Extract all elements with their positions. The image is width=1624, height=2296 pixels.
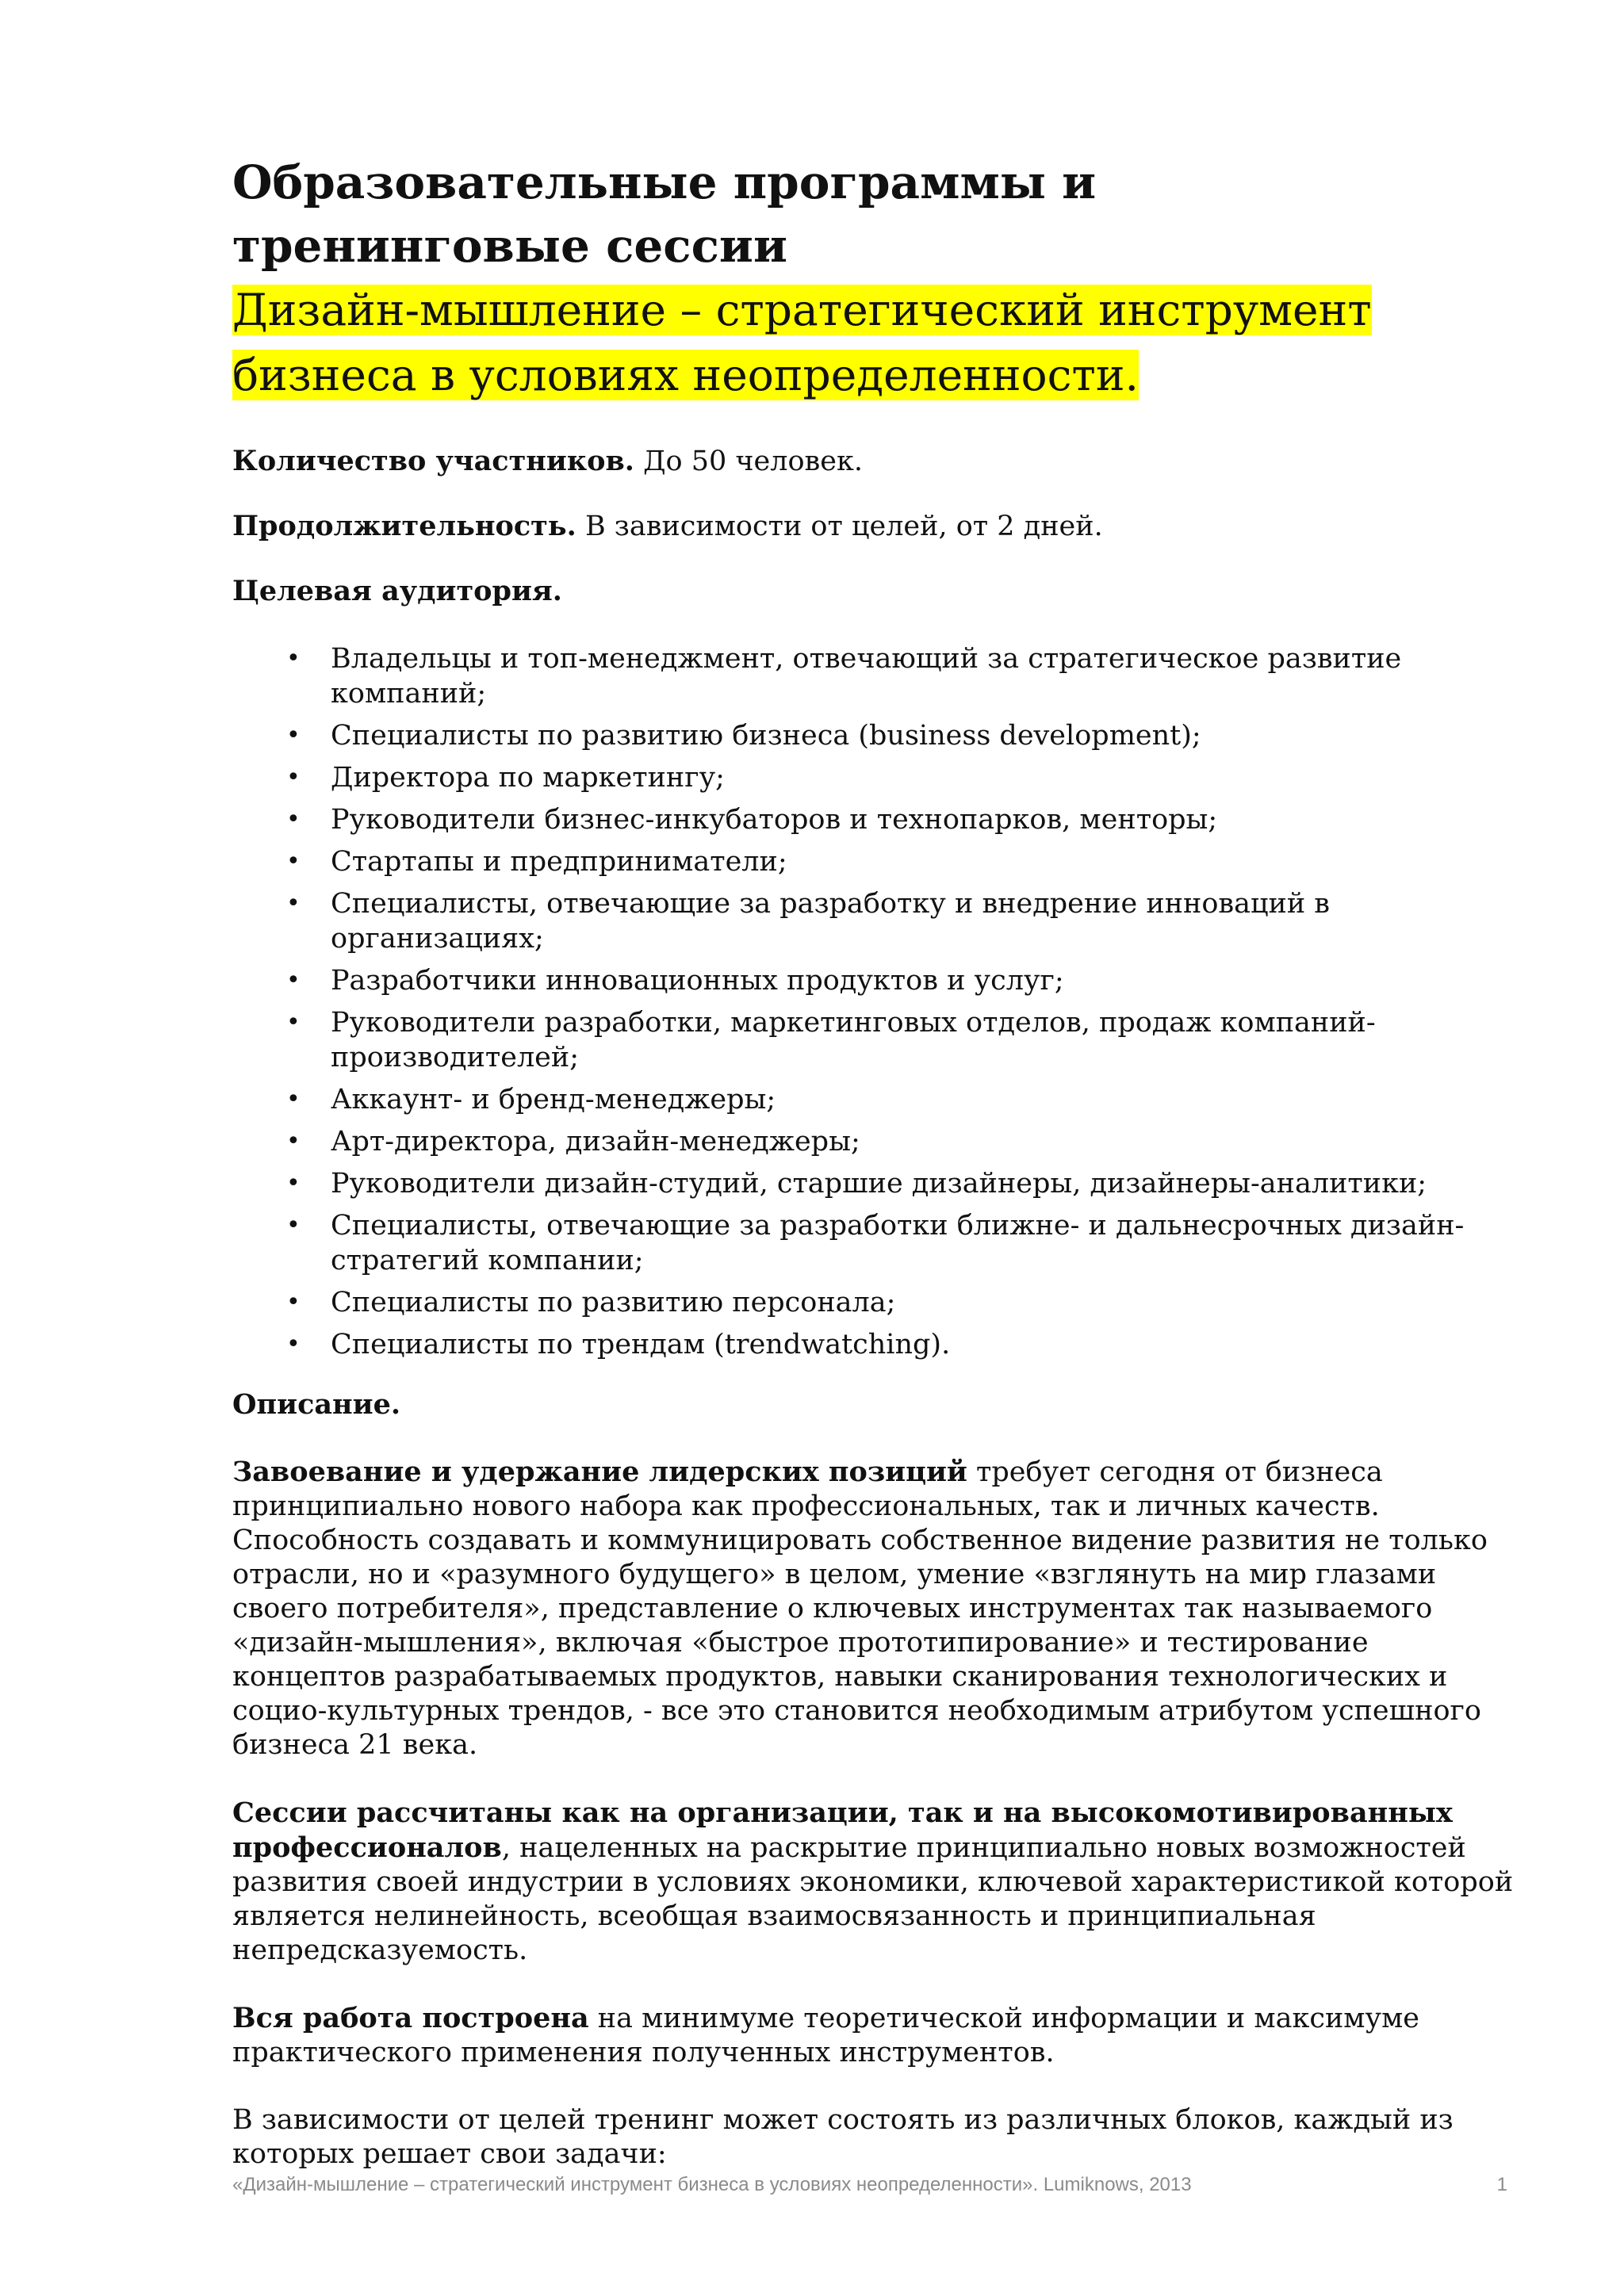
- list-item: [232, 963, 1517, 998]
- bullet-icon: •: [286, 721, 301, 749]
- list-item-text: Специалисты, отвечающие за разработку и внедрение инноваций в организациях;: [331, 888, 1330, 955]
- bullet-icon: •: [286, 966, 301, 994]
- list-item: [232, 1208, 1517, 1278]
- list-item-text: Специалисты по развитию персонала;: [331, 1287, 896, 1318]
- list-item-text: Директора по маркетингу;: [331, 762, 725, 794]
- list-item: [232, 1327, 1517, 1362]
- list-item: [232, 760, 1517, 795]
- list-item: [232, 1166, 1517, 1201]
- duration-line: [232, 509, 1517, 544]
- list-item: [232, 718, 1517, 753]
- document-subtitle: [232, 277, 1517, 408]
- bullet-icon: •: [286, 848, 301, 875]
- description-p1-bold: Завоевание и удержание лидерских позиций: [232, 1456, 967, 1488]
- bullet-icon: •: [286, 1288, 301, 1316]
- title-line-2: тренинговые сессии: [232, 219, 787, 273]
- description-p3-bold: Вся работа построена: [232, 2002, 589, 2034]
- footer-text: «Дизайн-мышление – стратегический инструмент бизнеса в условиях неопределенности». Lumiknows, 2013: [232, 2174, 1192, 2195]
- duration-label: Продолжительность.: [232, 510, 576, 542]
- bullet-icon: •: [286, 1085, 301, 1113]
- bullet-icon: •: [286, 806, 301, 833]
- participants-value: До 50 человек.: [634, 446, 863, 477]
- list-item-text: Стартапы и предприниматели;: [331, 846, 787, 878]
- list-item: [232, 1124, 1517, 1159]
- list-item: [232, 1285, 1517, 1320]
- list-item: [232, 886, 1517, 956]
- description-p2-bold: Сессии рассчитаны как на организации, так и на высокомотивированных профессионалов: [232, 1797, 1453, 1864]
- page-content: [232, 151, 1517, 2199]
- bullet-icon: •: [286, 645, 301, 672]
- bullet-icon: •: [286, 1127, 301, 1155]
- description-heading: Описание.: [232, 1388, 401, 1421]
- participants-label: Количество участников.: [232, 445, 634, 477]
- description-p3-text: на минимуме теоретической информации и максимуме практического применения полученных инструментов.: [232, 2003, 1420, 2068]
- title-line-1: Образовательные программы и: [232, 155, 1097, 209]
- document-title: [232, 151, 1517, 277]
- bullet-icon: •: [286, 1330, 301, 1358]
- list-item: [232, 1005, 1517, 1075]
- list-item: [232, 641, 1517, 711]
- duration-value: В зависимости от целей, от 2 дней.: [576, 511, 1103, 542]
- description-paragraph-4: В зависимости от целей тренинг может состоять из различных блоков, каждый из которых решает свои задачи:: [232, 2104, 1454, 2170]
- bullet-icon: •: [286, 890, 301, 917]
- description-p2-text: , нацеленных на раскрытие принципиально новых возможностей развития своей индустрии в условиях экономики, ключевой характеристикой которой является нелинейность, всеобщая взаимосвязанность и принципиальная непредсказуемость.: [232, 1832, 1514, 1966]
- list-item-text: Разработчики инновационных продуктов и услуг;: [331, 965, 1064, 997]
- list-item-text: Руководители разработки, маркетинговых отделов, продаж компаний-производителей;: [331, 1007, 1376, 1073]
- list-item-text: Арт-директора, дизайн-менеджеры;: [331, 1126, 860, 1158]
- list-item-text: Аккаунт- и бренд-менеджеры;: [331, 1084, 776, 1115]
- list-item-text: Руководители бизнес-инкубаторов и технопарков, менторы;: [331, 804, 1218, 836]
- list-item: [232, 802, 1517, 837]
- bullet-icon: •: [286, 1211, 301, 1239]
- audience-list: [232, 641, 1517, 1362]
- list-item: [232, 844, 1517, 879]
- bullet-icon: •: [286, 1169, 301, 1197]
- list-item-text: Руководители дизайн-студий, старшие дизайнеры, дизайнеры-аналитики;: [331, 1168, 1427, 1200]
- list-item-text: Специалисты по трендам (trendwatching).: [331, 1329, 951, 1360]
- list-item-text: Специалисты, отвечающие за разработки ближне- и дальнесрочных дизайн-стратегий компании;: [331, 1210, 1465, 1276]
- subtitle-highlight: Дизайн-мышление – стратегический инструмент бизнеса в условиях неопределенности.: [232, 285, 1372, 400]
- audience-heading: Целевая аудитория.: [232, 575, 562, 607]
- page-number: 1: [1496, 2174, 1507, 2195]
- list-item: [232, 1082, 1517, 1117]
- list-item-text: Владельцы и топ-менеджмент, отвечающий за стратегическое развитие компаний;: [331, 643, 1402, 710]
- description-p1-text: требует сегодня от бизнеса принципиально нового набора как профессиональных, так и личных качеств. Способность создавать и коммуницировать собственное видение развития не только отрасли, но и «разумного будущего» в целом, умение «взглянуть на мир глазами своего потребителя», представление о ключевых инструментах так называемого «дизайн-мышления», включая «быстрое прототипирование» и тестирование концептов разрабатываемых продуктов, навыки сканирования технологических и социо-культурных трендов, - все это становится необходимым атрибутом успешного бизнеса 21 века.: [232, 1456, 1488, 1761]
- description-paragraph-2: [232, 1796, 1517, 1968]
- list-item-text: Специалисты по развитию бизнеса (business development);: [331, 720, 1201, 752]
- bullet-icon: •: [286, 1008, 301, 1036]
- description-paragraph-3: [232, 2001, 1517, 2070]
- participants-line: [232, 444, 1517, 479]
- description-paragraph-1: [232, 1455, 1517, 1762]
- bullet-icon: •: [286, 763, 301, 791]
